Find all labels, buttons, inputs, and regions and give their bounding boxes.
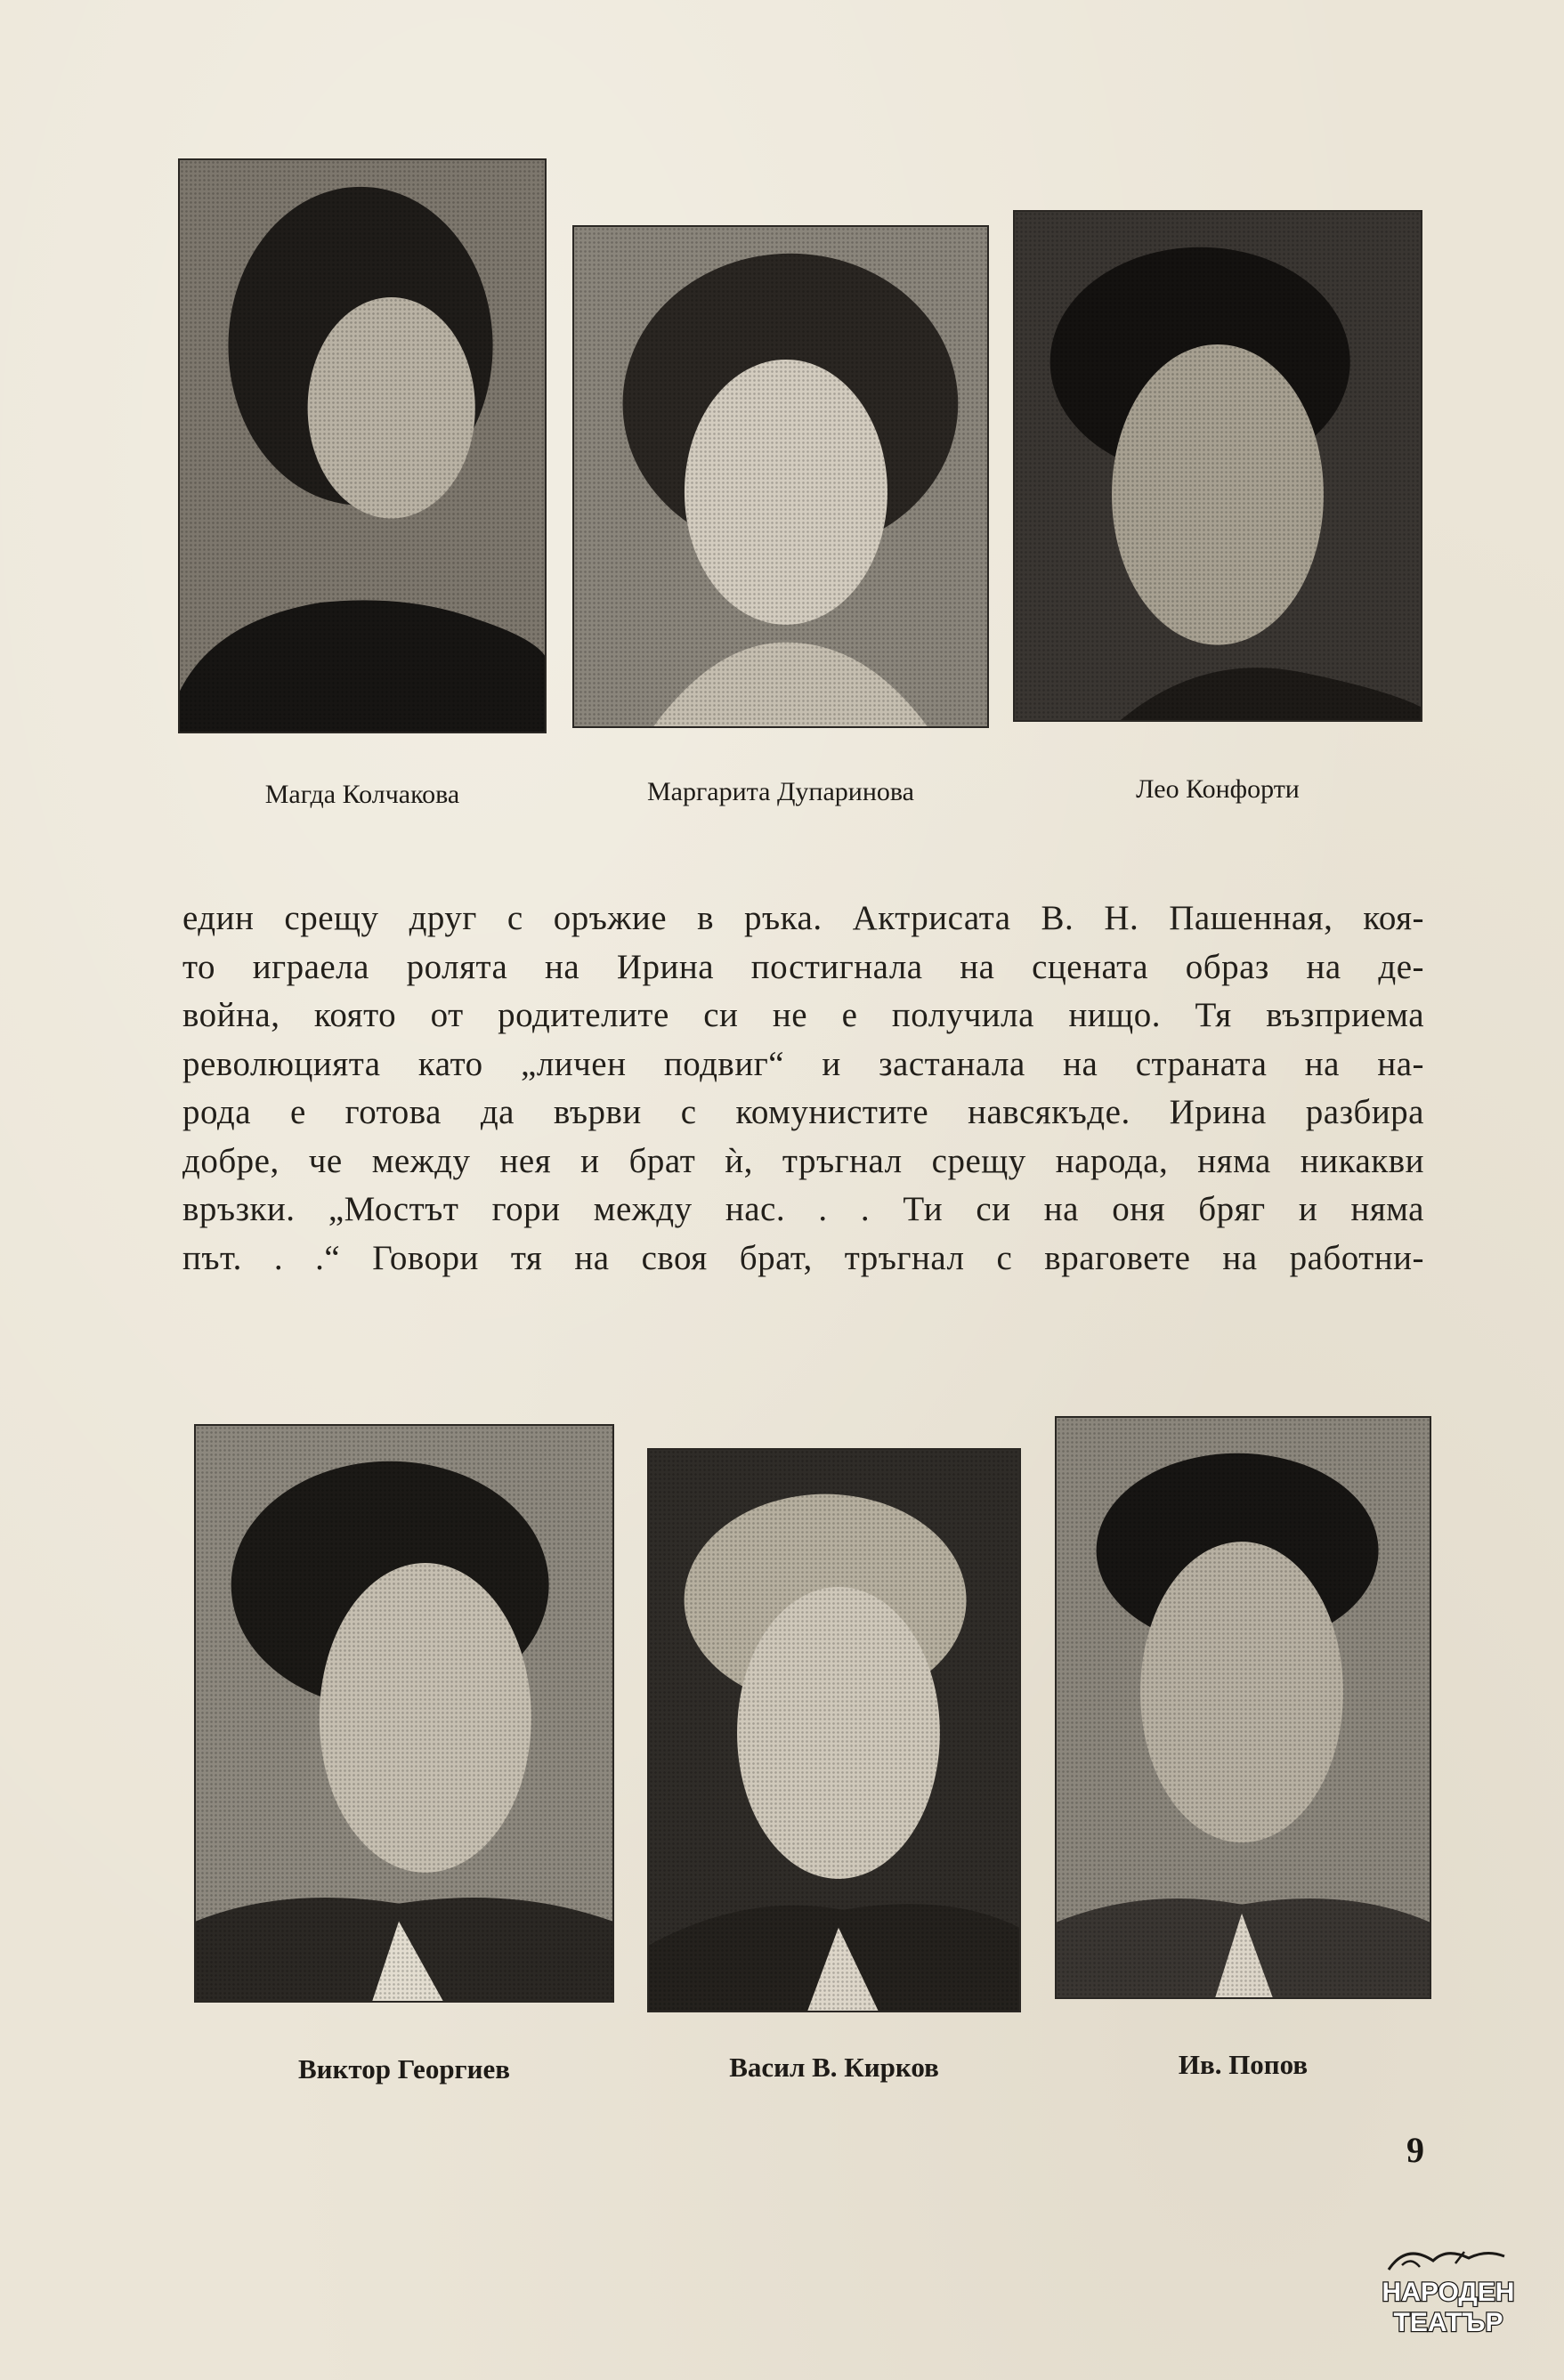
caption-duparinova: Маргарита Дупаринова: [647, 777, 914, 806]
paragraph-line: път. . .“ Говори тя на своя брат, тръгнал с враговете на работни-: [182, 1238, 1424, 1277]
paragraph-line: добре, че между нея и брат ѝ, тръгнал срещу народа, няма никакви: [182, 1141, 1424, 1180]
portrait-photo-konforti: [1013, 210, 1422, 722]
svg-text:ТЕАТЪР: ТЕАТЪР: [1393, 2308, 1503, 2337]
portrait-photo-georgiev: [194, 1424, 614, 2003]
body-paragraph: [182, 895, 1424, 1283]
caption-kirkov: Васил В. Кирков: [729, 2052, 939, 2083]
portrait-photo-duparinova: [572, 225, 989, 728]
paragraph-line: война, която от родителите си не е получила нищо. Тя възприема: [182, 996, 1424, 1034]
paragraph-line: рода е готова да върви с комунистите навсякъде. Ирина разбира: [182, 1093, 1424, 1131]
national-theatre-stamp-logo: [1371, 2238, 1527, 2341]
caption-georgiev: Виктор Георгиев: [297, 2053, 510, 2085]
portrait-photo-kolchakova: [178, 158, 547, 733]
paragraph-line: един срещу друг с оръжие в ръка. Актрисата В. Н. Пашенная, коя-: [182, 899, 1424, 937]
caption-kolchakova: Магда Колчакова: [264, 780, 460, 809]
paragraph-line: революцията като „личен подвиг“ и застанала на страната на на-: [182, 1044, 1424, 1083]
caption-popov: Ив. Попов: [1178, 2049, 1309, 2080]
paragraph-line: връзки. „Мостът гори между нас. . . Ти си на оня бряг и няма: [182, 1190, 1424, 1228]
portrait-photo-popov: [1055, 1416, 1431, 1999]
paragraph-line: то играела ролята на Ирина постигнала на сцената образ на де-: [182, 947, 1424, 986]
page-number: 9: [1406, 2130, 1424, 2170]
caption-konforti: Лео Конфорти: [1136, 774, 1300, 804]
portrait-photo-kirkov: [647, 1448, 1021, 2012]
svg-text:НАРОДЕН: НАРОДЕН: [1382, 2278, 1515, 2307]
